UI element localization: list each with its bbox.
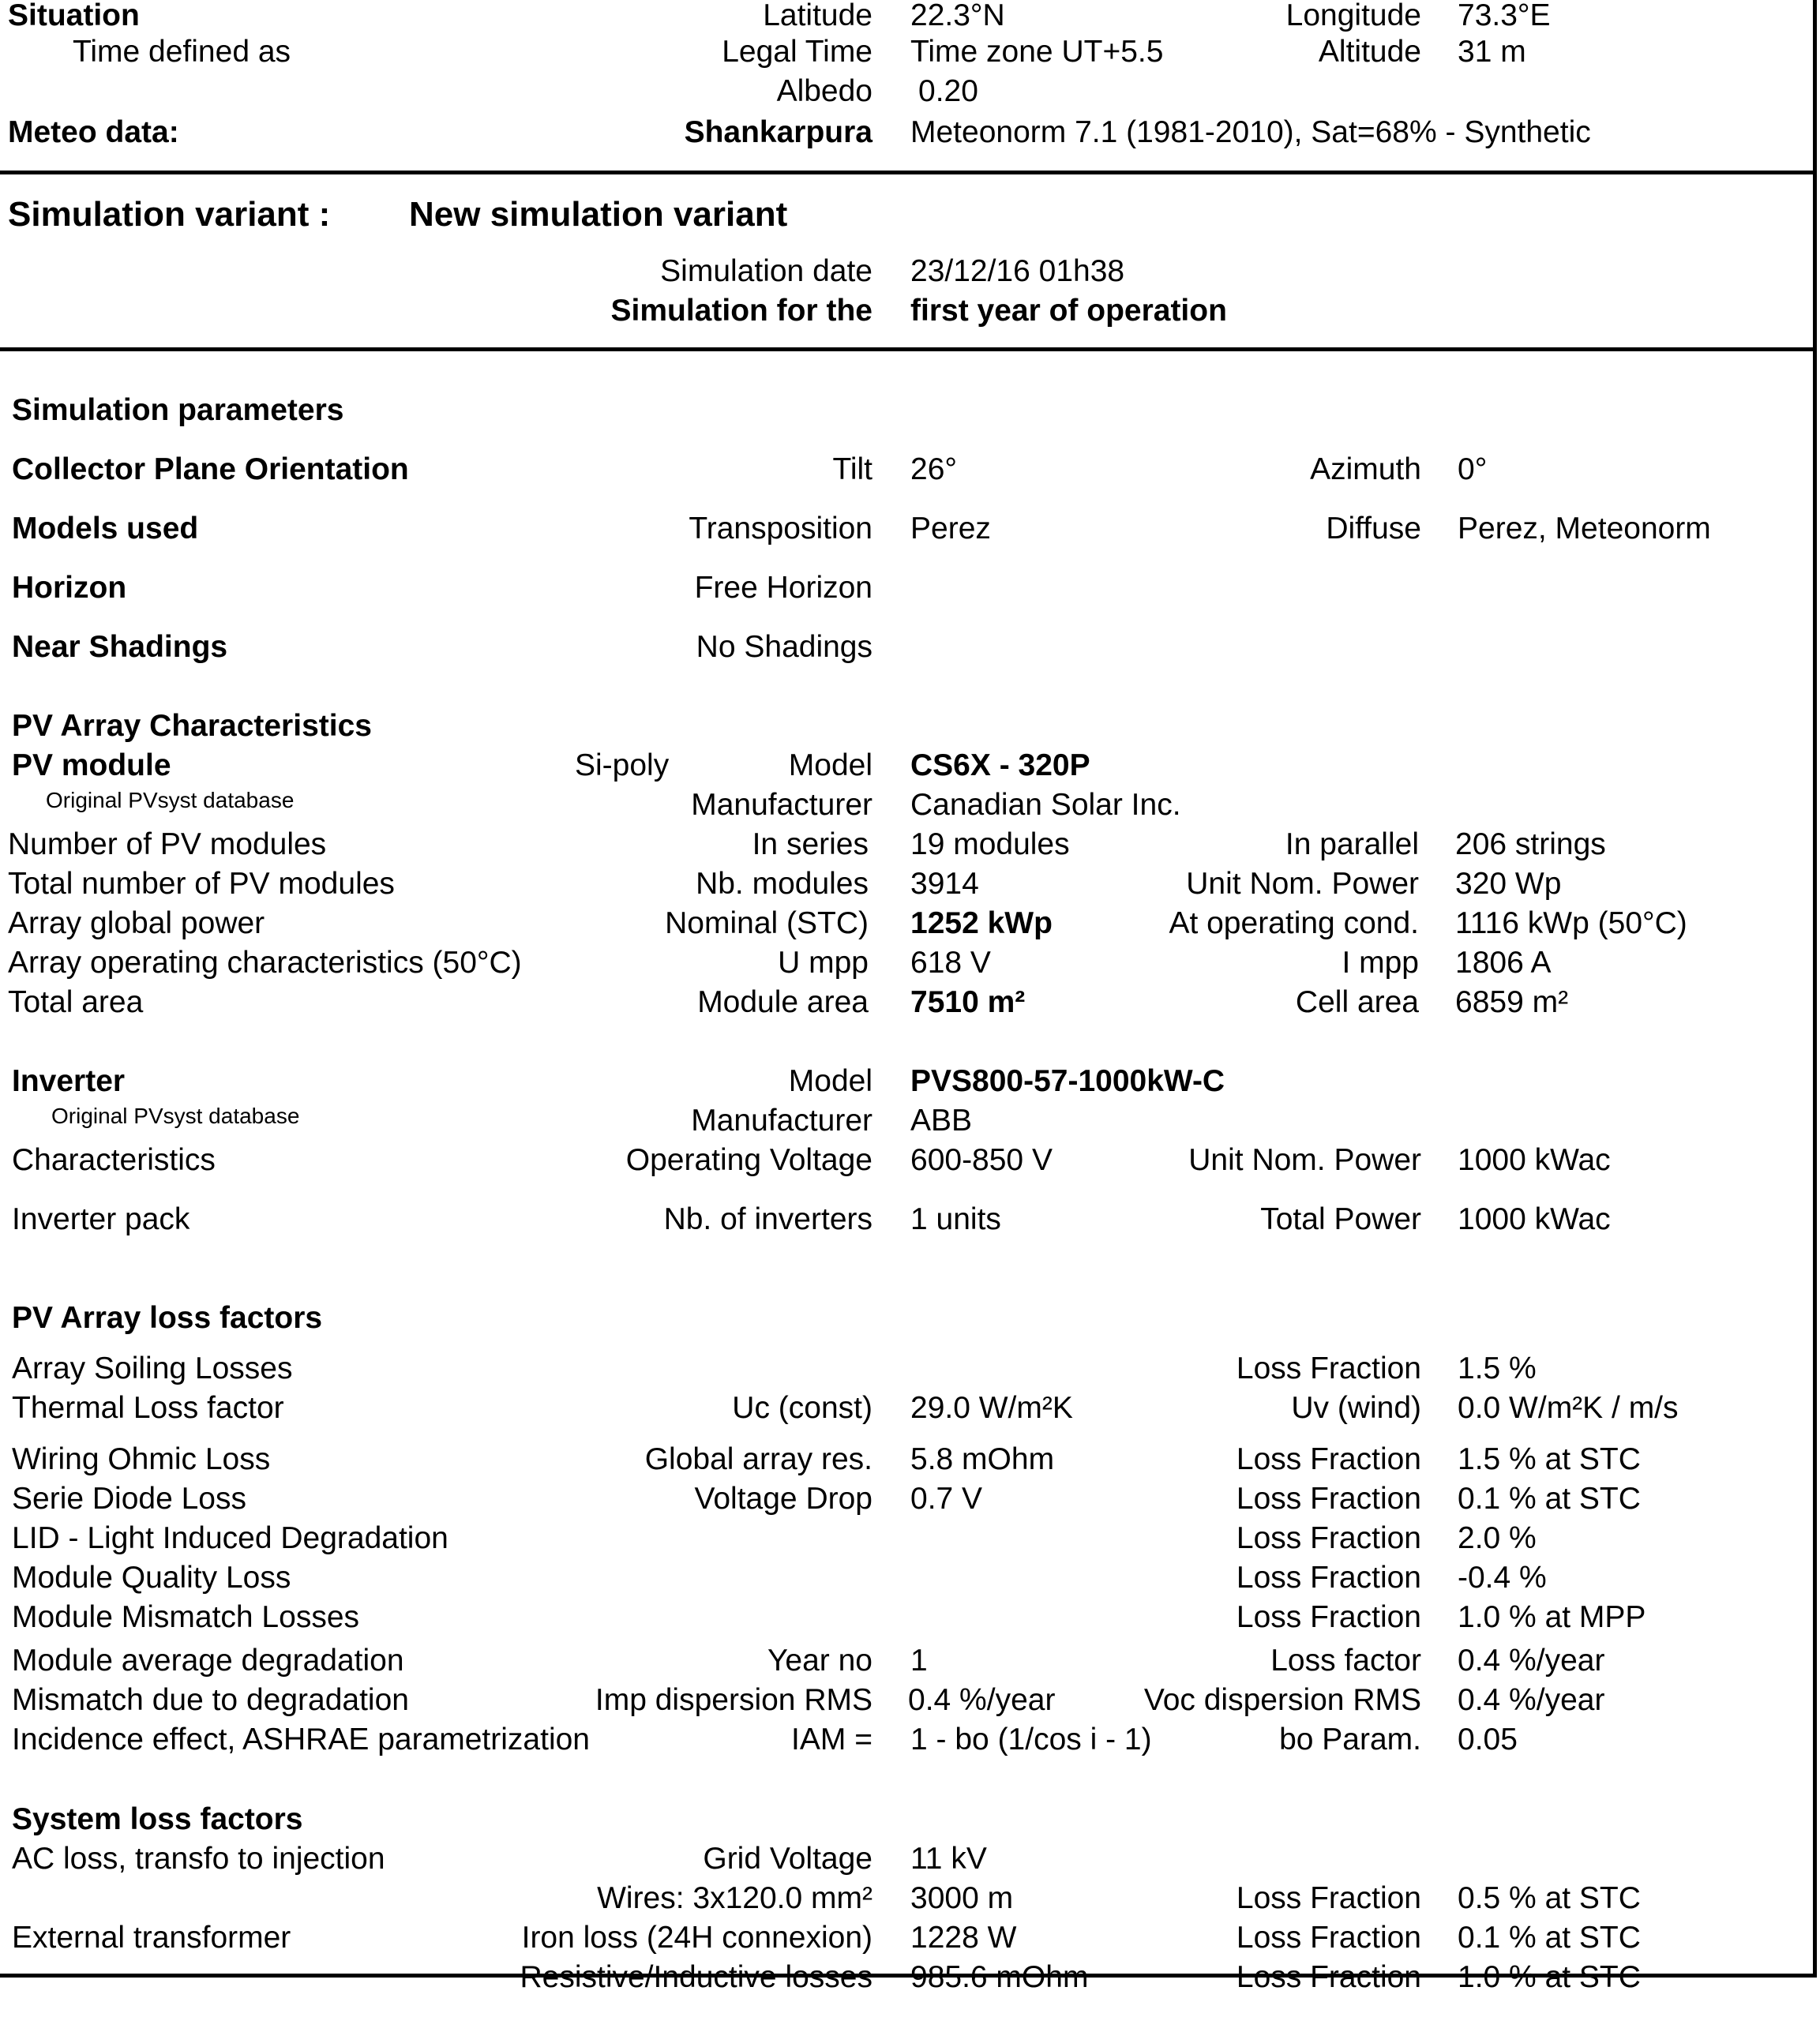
row-key2: Unit Nom. Power <box>1186 867 1419 901</box>
pv-module-label: PV module <box>12 748 171 782</box>
row-value1: 29.0 W/m²K <box>910 1391 1073 1425</box>
row-value2: 0.05 <box>1458 1723 1518 1756</box>
divider-mid <box>0 347 1817 351</box>
row-label: External transformer <box>12 1921 291 1955</box>
array-losses-title: PV Array loss factors <box>12 1301 323 1335</box>
row-label: AC loss, transfo to injection <box>12 1842 385 1876</box>
azimuth-value: 0° <box>1458 452 1488 486</box>
row-key2: Loss Fraction <box>1236 1881 1421 1915</box>
row-value1: 1 <box>910 1644 928 1678</box>
row-label: Total area <box>8 985 144 1019</box>
longitude-value: 73.3°E <box>1458 0 1551 32</box>
row-key2: Loss Fraction <box>1236 1960 1421 1994</box>
simulation-for-label: Simulation for the <box>610 294 872 328</box>
row-key1: U mpp <box>778 946 869 980</box>
row-value2: 0.1 % at STC <box>1458 1482 1641 1516</box>
row-label: Number of PV modules <box>8 827 327 861</box>
row-key1: IAM = <box>791 1723 872 1756</box>
row-key2: Loss Fraction <box>1236 1352 1421 1385</box>
row-key1: Uc (const) <box>732 1391 872 1425</box>
row-label: Module Quality Loss <box>12 1561 291 1595</box>
time-zone-value: Time zone UT+5.5 <box>910 35 1164 69</box>
row-key2: Loss Fraction <box>1236 1600 1421 1634</box>
transposition-value: Perez <box>910 512 991 545</box>
row-value2: 1.0 % at STC <box>1458 1960 1641 1994</box>
inverter-title: Inverter <box>12 1064 126 1098</box>
longitude-label: Longitude <box>1285 0 1421 32</box>
row-key1: Resistive/Inductive losses <box>520 1960 872 1994</box>
divider-top <box>0 171 1817 174</box>
row-key2: Loss Fraction <box>1236 1561 1421 1595</box>
inverter-model-value: PVS800-57-1000kW-C <box>910 1064 1225 1098</box>
row-key2: bo Param. <box>1279 1723 1421 1756</box>
row-key1: Module area <box>697 985 869 1019</box>
right-border <box>1813 0 1817 1978</box>
inverter-db-note: Original PVsyst database <box>51 1104 300 1128</box>
row-value1: 1228 W <box>910 1921 1017 1955</box>
time-defined-label: Time defined as <box>73 35 291 69</box>
orientation-label: Collector Plane Orientation <box>12 452 409 486</box>
tilt-label: Tilt <box>832 452 872 486</box>
row-label: Array operating characteristics (50°C) <box>8 946 522 980</box>
row-key2: I mpp <box>1342 946 1419 980</box>
row-value2: 0.4 %/year <box>1458 1683 1605 1717</box>
nb-inverters-label: Nb. of inverters <box>663 1202 872 1236</box>
models-label: Models used <box>12 512 199 545</box>
row-label: Thermal Loss factor <box>12 1391 284 1425</box>
row-label: LID - Light Induced Degradation <box>12 1521 448 1555</box>
row-key2: Voc dispersion RMS <box>1143 1683 1421 1717</box>
row-label: Module Mismatch Losses <box>12 1600 360 1634</box>
variant-label: Simulation variant : <box>8 195 331 234</box>
row-key1: Nominal (STC) <box>665 906 869 940</box>
inverter-manufacturer-label: Manufacturer <box>691 1104 872 1138</box>
row-value1: 5.8 mOhm <box>910 1442 1055 1476</box>
row-value2: 0.5 % at STC <box>1458 1881 1641 1915</box>
unit-power-label: Unit Nom. Power <box>1188 1143 1421 1177</box>
inverter-model-label: Model <box>788 1064 872 1098</box>
row-key2: Uv (wind) <box>1291 1391 1421 1425</box>
row-value1: 1 - bo (1/cos i - 1) <box>910 1723 1152 1756</box>
row-key2: At operating cond. <box>1169 906 1419 940</box>
row-value2: 206 strings <box>1455 827 1606 861</box>
inverter-char-label: Characteristics <box>12 1143 216 1177</box>
row-key1: Wires: 3x120.0 mm² <box>597 1881 872 1915</box>
manufacturer-label: Manufacturer <box>691 788 872 822</box>
model-label: Model <box>788 748 872 782</box>
row-value1: 3000 m <box>910 1881 1014 1915</box>
row-value2: 6859 m² <box>1455 985 1569 1019</box>
simulation-date-label: Simulation date <box>660 254 872 288</box>
row-value1: 7510 m² <box>910 985 1026 1019</box>
latitude-label: Latitude <box>763 0 872 32</box>
row-key2: Loss Fraction <box>1236 1482 1421 1516</box>
horizon-label: Horizon <box>12 571 127 605</box>
row-key1: Grid Voltage <box>703 1842 872 1876</box>
transposition-label: Transposition <box>689 512 872 545</box>
legal-time-label: Legal Time <box>722 35 872 69</box>
shadings-value: No Shadings <box>696 630 872 664</box>
diffuse-value: Perez, Meteonorm <box>1458 512 1711 545</box>
row-value2: 1.0 % at MPP <box>1458 1600 1646 1634</box>
situation-title: Situation <box>8 0 140 32</box>
altitude-label: Altitude <box>1318 35 1421 69</box>
row-key1: Imp dispersion RMS <box>595 1683 872 1717</box>
model-value: CS6X - 320P <box>910 748 1090 782</box>
row-key1: In series <box>752 827 869 861</box>
simulation-date-value: 23/12/16 01h38 <box>910 254 1125 288</box>
row-label: Wiring Ohmic Loss <box>12 1442 271 1476</box>
row-key1: Nb. modules <box>696 867 869 901</box>
horizon-value: Free Horizon <box>694 571 872 605</box>
row-label: Total number of PV modules <box>8 867 395 901</box>
row-value1: 3914 <box>910 867 979 901</box>
row-value1: 11 kV <box>910 1842 987 1876</box>
row-key2: Loss factor <box>1270 1644 1421 1678</box>
row-value2: 0.4 %/year <box>1458 1644 1605 1678</box>
row-key2: Cell area <box>1295 985 1419 1019</box>
pv-db-note: Original PVsyst database <box>46 788 295 812</box>
row-value1: 0.4 %/year <box>908 1683 1056 1717</box>
row-key2: In parallel <box>1285 827 1419 861</box>
module-tech: Si-poly <box>575 748 670 782</box>
row-key2: Loss Fraction <box>1236 1521 1421 1555</box>
albedo-label: Albedo <box>776 74 872 108</box>
row-value2: 0.1 % at STC <box>1458 1921 1641 1955</box>
inverter-pack-label: Inverter pack <box>12 1202 190 1236</box>
meteo-value: Meteonorm 7.1 (1981-2010), Sat=68% - Synthetic <box>910 115 1591 149</box>
row-value1: 618 V <box>910 946 991 980</box>
row-value2: 320 Wp <box>1455 867 1562 901</box>
row-value1: 19 modules <box>910 827 1070 861</box>
latitude-value: 22.3°N <box>910 0 1005 32</box>
altitude-value: 31 m <box>1458 35 1526 69</box>
diffuse-label: Diffuse <box>1326 512 1421 545</box>
row-value1: 1252 kWp <box>910 906 1053 940</box>
row-value2: 2.0 % <box>1458 1521 1537 1555</box>
row-label: Mismatch due to degradation <box>12 1683 409 1717</box>
row-value2: 0.0 W/m²K / m/s <box>1458 1391 1679 1425</box>
row-label: Serie Diode Loss <box>12 1482 246 1516</box>
albedo-value: 0.20 <box>918 74 978 108</box>
row-value1: 985.6 mOhm <box>910 1960 1089 1994</box>
row-key2: Loss Fraction <box>1236 1921 1421 1955</box>
row-value1: 0.7 V <box>910 1482 983 1516</box>
row-key1: Year no <box>767 1644 872 1678</box>
inverter-manufacturer-value: ABB <box>910 1104 973 1138</box>
variant-name: New simulation variant <box>409 195 788 234</box>
pv-array-title: PV Array Characteristics <box>12 709 372 743</box>
sim-params-title: Simulation parameters <box>12 393 344 427</box>
row-value2: 1.5 % at STC <box>1458 1442 1641 1476</box>
row-label: Module average degradation <box>12 1644 404 1678</box>
row-value2: 1.5 % <box>1458 1352 1537 1385</box>
row-key1: Voltage Drop <box>694 1482 872 1516</box>
manufacturer-value: Canadian Solar Inc. <box>910 788 1181 822</box>
row-value2: 1806 A <box>1455 946 1552 980</box>
meteo-label: Meteo data: <box>8 115 179 149</box>
voltage-label: Operating Voltage <box>625 1143 872 1177</box>
row-key1: Global array res. <box>644 1442 872 1476</box>
row-label: Array Soiling Losses <box>12 1352 293 1385</box>
tilt-value: 26° <box>910 452 957 486</box>
system-losses-title: System loss factors <box>12 1802 303 1836</box>
voltage-value: 600-850 V <box>910 1143 1053 1177</box>
total-power-label: Total Power <box>1260 1202 1421 1236</box>
row-label: Incidence effect, ASHRAE parametrization <box>12 1723 590 1756</box>
row-value2: -0.4 % <box>1458 1561 1547 1595</box>
azimuth-label: Azimuth <box>1310 452 1421 486</box>
shadings-label: Near Shadings <box>12 630 228 664</box>
meteo-site: Shankarpura <box>684 115 872 149</box>
row-key2: Loss Fraction <box>1236 1442 1421 1476</box>
nb-inverters-value: 1 units <box>910 1202 1001 1236</box>
simulation-for-value: first year of operation <box>910 294 1227 328</box>
unit-power-value: 1000 kWac <box>1458 1143 1611 1177</box>
row-value2: 1116 kWp (50°C) <box>1455 906 1687 940</box>
row-key1: Iron loss (24H connexion) <box>521 1921 872 1955</box>
total-power-value: 1000 kWac <box>1458 1202 1611 1236</box>
row-label: Array global power <box>8 906 265 940</box>
